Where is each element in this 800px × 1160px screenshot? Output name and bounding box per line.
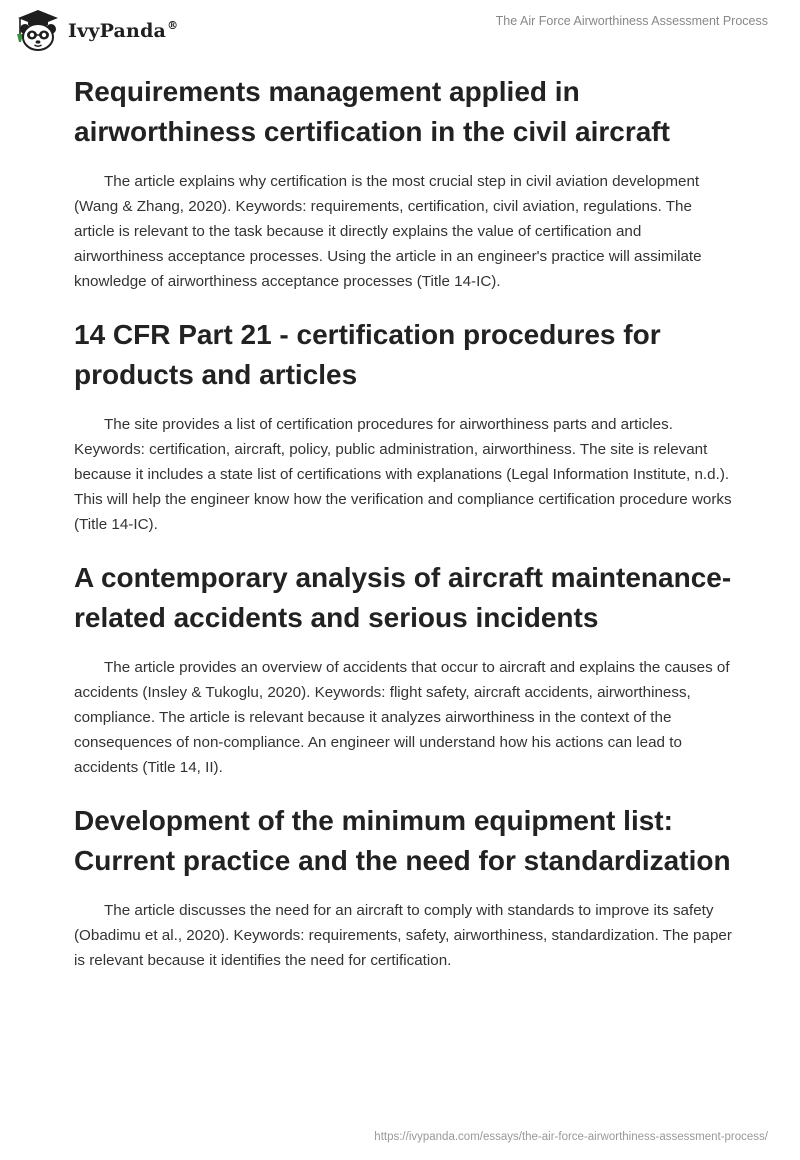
- article-content: [74, 72, 734, 994]
- section-heading: Requirements management applied in airworthiness certification in the civil aircraft: [74, 76, 670, 147]
- section-heading: Development of the minimum equipment list: Current practice and the need for standardization: [74, 805, 731, 876]
- panda-graduate-icon: [14, 8, 62, 52]
- section-paragraph: The article explains why certification is the most crucial step in civil aviation development (Wang & Zhang, 2020). Keywords: requirements, certification, civil aviation, regulations. The article is relevant to the task because it directly explains the value of certification and airworthiness acceptance processes. Using the article in an engineer's practice will assimilate knowledge of airworthiness acceptance processes (Title 14-IC).: [74, 173, 702, 290]
- section-paragraph: The article discusses the need for an aircraft to comply with standards to improve its safety (Obadimu et al., 2020). Keywords: requirements, safety, airworthiness, standardization. The paper is relevant because it identifies the need for certification.: [74, 902, 732, 969]
- section-paragraph: The site provides a list of certification procedures for airworthiness parts and articles. Keywords: certification, aircraft, policy, public administration, airworthiness. The site is relevant because it includes a state list of certifications with explanations (Legal Information Institute, n.d.). This will help the engineer know how the verification and compliance certification procedure works (Title 14-IC).: [74, 416, 732, 533]
- section-maintenance-accidents: [74, 558, 734, 780]
- page-header: [0, 0, 800, 70]
- section-heading: 14 CFR Part 21 - certification procedures for products and articles: [74, 319, 661, 390]
- section-paragraph: The article provides an overview of accidents that occur to aircraft and explains the causes of accidents (Insley & Tukoglu, 2020). Keywords: flight safety, aircraft accidents, airworthiness, compliance. The article is relevant because it analyzes airworthiness in the context of the consequences of non-compliance. An engineer will understand how his actions can lead to accidents (Title 14, II).: [74, 659, 730, 776]
- section-14-cfr-part-21: [74, 315, 734, 537]
- source-url[interactable]: https://ivypanda.com/essays/the-air-force-airworthiness-assessment-process/: [374, 1131, 768, 1143]
- document-title: The Air Force Airworthiness Assessment Process: [495, 14, 768, 28]
- ivypanda-logo[interactable]: [14, 8, 178, 52]
- registered-mark: ®: [167, 18, 179, 32]
- section-minimum-equipment-list: [74, 801, 734, 973]
- section-requirements-management: [74, 72, 734, 294]
- section-heading: A contemporary analysis of aircraft maintenance-related accidents and serious incidents: [74, 562, 732, 633]
- logo-wordmark: IvyPanda®: [68, 18, 179, 42]
